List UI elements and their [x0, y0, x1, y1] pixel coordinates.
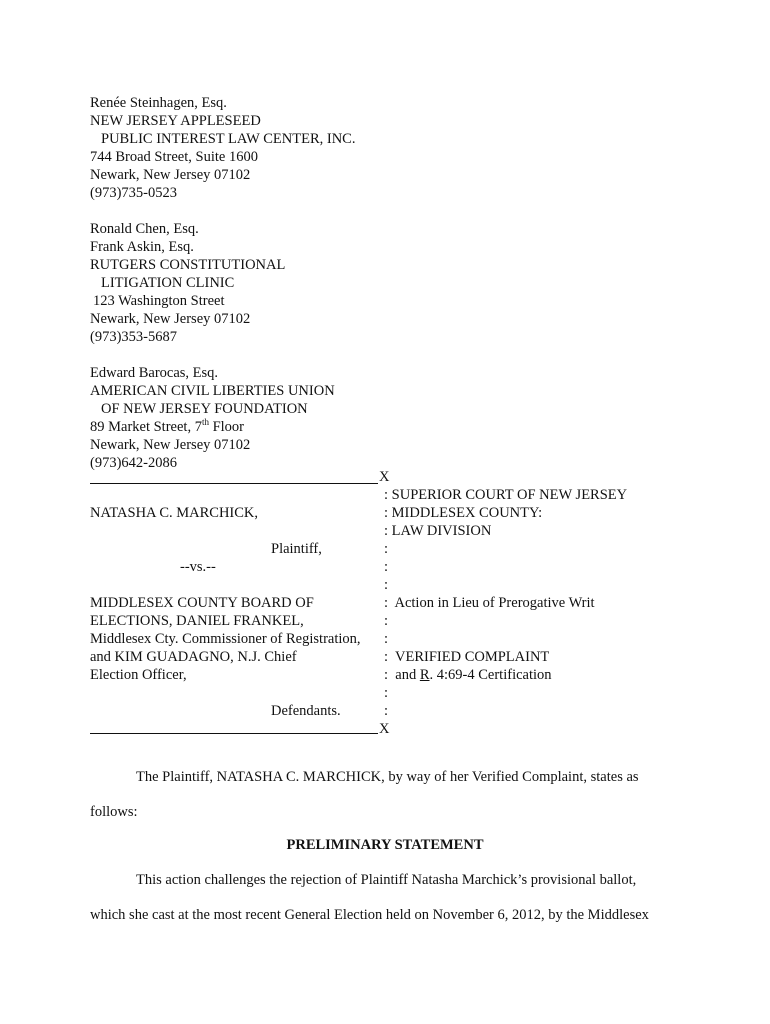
street-address: 89 Market Street, 7th Floor [90, 417, 245, 435]
caption-bottom-rule [90, 733, 378, 734]
caption-colon: : [384, 631, 389, 647]
versus-label: --vs.-- [180, 559, 216, 575]
organization-name: NEW JERSEY APPLESEED [90, 113, 261, 129]
organization-name: AMERICAN CIVIL LIBERTIES UNION [90, 383, 335, 399]
defendant-line: MIDDLESEX COUNTY BOARD OF [90, 595, 314, 611]
caption-bottom-x: X [379, 721, 390, 737]
intro-paragraph-line2: follows: [90, 804, 138, 820]
street-address: 123 Washington Street [93, 293, 225, 309]
phone-number: (973)353-5687 [90, 329, 177, 345]
defendant-line: ELECTIONS, DANIEL FRANKEL, [90, 613, 304, 629]
defendant-line: and KIM GUADAGNO, N.J. Chief [90, 649, 297, 665]
organization-name-cont: OF NEW JERSEY FOUNDATION [101, 401, 308, 417]
caption-colon: : [384, 577, 389, 593]
caption-colon: : [384, 703, 389, 719]
intro-paragraph-line1: The Plaintiff, NATASHA C. MARCHICK, by way of her Verified Complaint, states as [136, 769, 639, 785]
city-state-zip: Newark, New Jersey 07102 [90, 167, 251, 183]
counsel-block-rutgers [90, 220, 285, 346]
caption-top-x: X [379, 469, 390, 485]
court-name-line3: : LAW DIVISION [384, 523, 492, 539]
complaint-title: : VERIFIED COMPLAINT [384, 649, 550, 665]
counsel-block-aclu [90, 364, 335, 472]
caption-colon: : [384, 613, 389, 629]
attorney-name: Edward Barocas, Esq. [90, 365, 219, 381]
caption-colon: : [384, 559, 389, 575]
organization-name-cont: PUBLIC INTEREST LAW CENTER, INC. [101, 131, 356, 147]
court-name-line2: : MIDDLESEX COUNTY: [384, 505, 543, 521]
statement-paragraph-line2: which she cast at the most recent General Election held on November 6, 2012, by the Middlesex [90, 907, 649, 923]
statement-paragraph-line1: This action challenges the rejection of Plaintiff Natasha Marchick’s provisional ballot, [136, 872, 637, 888]
caption-colon: : [384, 685, 389, 701]
street-address: 744 Broad Street, Suite 1600 [90, 149, 258, 165]
court-name-line1: : SUPERIOR COURT OF NEW JERSEY [384, 487, 628, 503]
caption-top-rule [90, 483, 378, 484]
defendant-line: Middlesex Cty. Commissioner of Registration, [90, 631, 361, 647]
action-type: : Action in Lieu of Prerogative Writ [384, 595, 595, 611]
attorney-name: Ronald Chen, Esq. [90, 221, 199, 237]
section-heading: PRELIMINARY STATEMENT [286, 837, 484, 853]
phone-number: (973)642-2086 [90, 455, 177, 471]
certification-line: : and R. 4:69-4 Certification [384, 667, 552, 683]
city-state-zip: Newark, New Jersey 07102 [90, 311, 251, 327]
plaintiff-label: Plaintiff, [271, 541, 322, 557]
caption-colon: : [384, 541, 389, 557]
phone-number: (973)735-0523 [90, 185, 177, 201]
attorney-name: Frank Askin, Esq. [90, 239, 194, 255]
city-state-zip: Newark, New Jersey 07102 [90, 437, 251, 453]
counsel-block-appleseed [90, 94, 355, 202]
defendants-label: Defendants. [271, 703, 341, 719]
organization-name-cont: LITIGATION CLINIC [101, 275, 235, 291]
attorney-name: Renée Steinhagen, Esq. [90, 95, 227, 111]
plaintiff-name: NATASHA C. MARCHICK, [90, 505, 259, 521]
defendant-line: Election Officer, [90, 667, 187, 683]
organization-name: RUTGERS CONSTITUTIONAL [90, 257, 286, 273]
